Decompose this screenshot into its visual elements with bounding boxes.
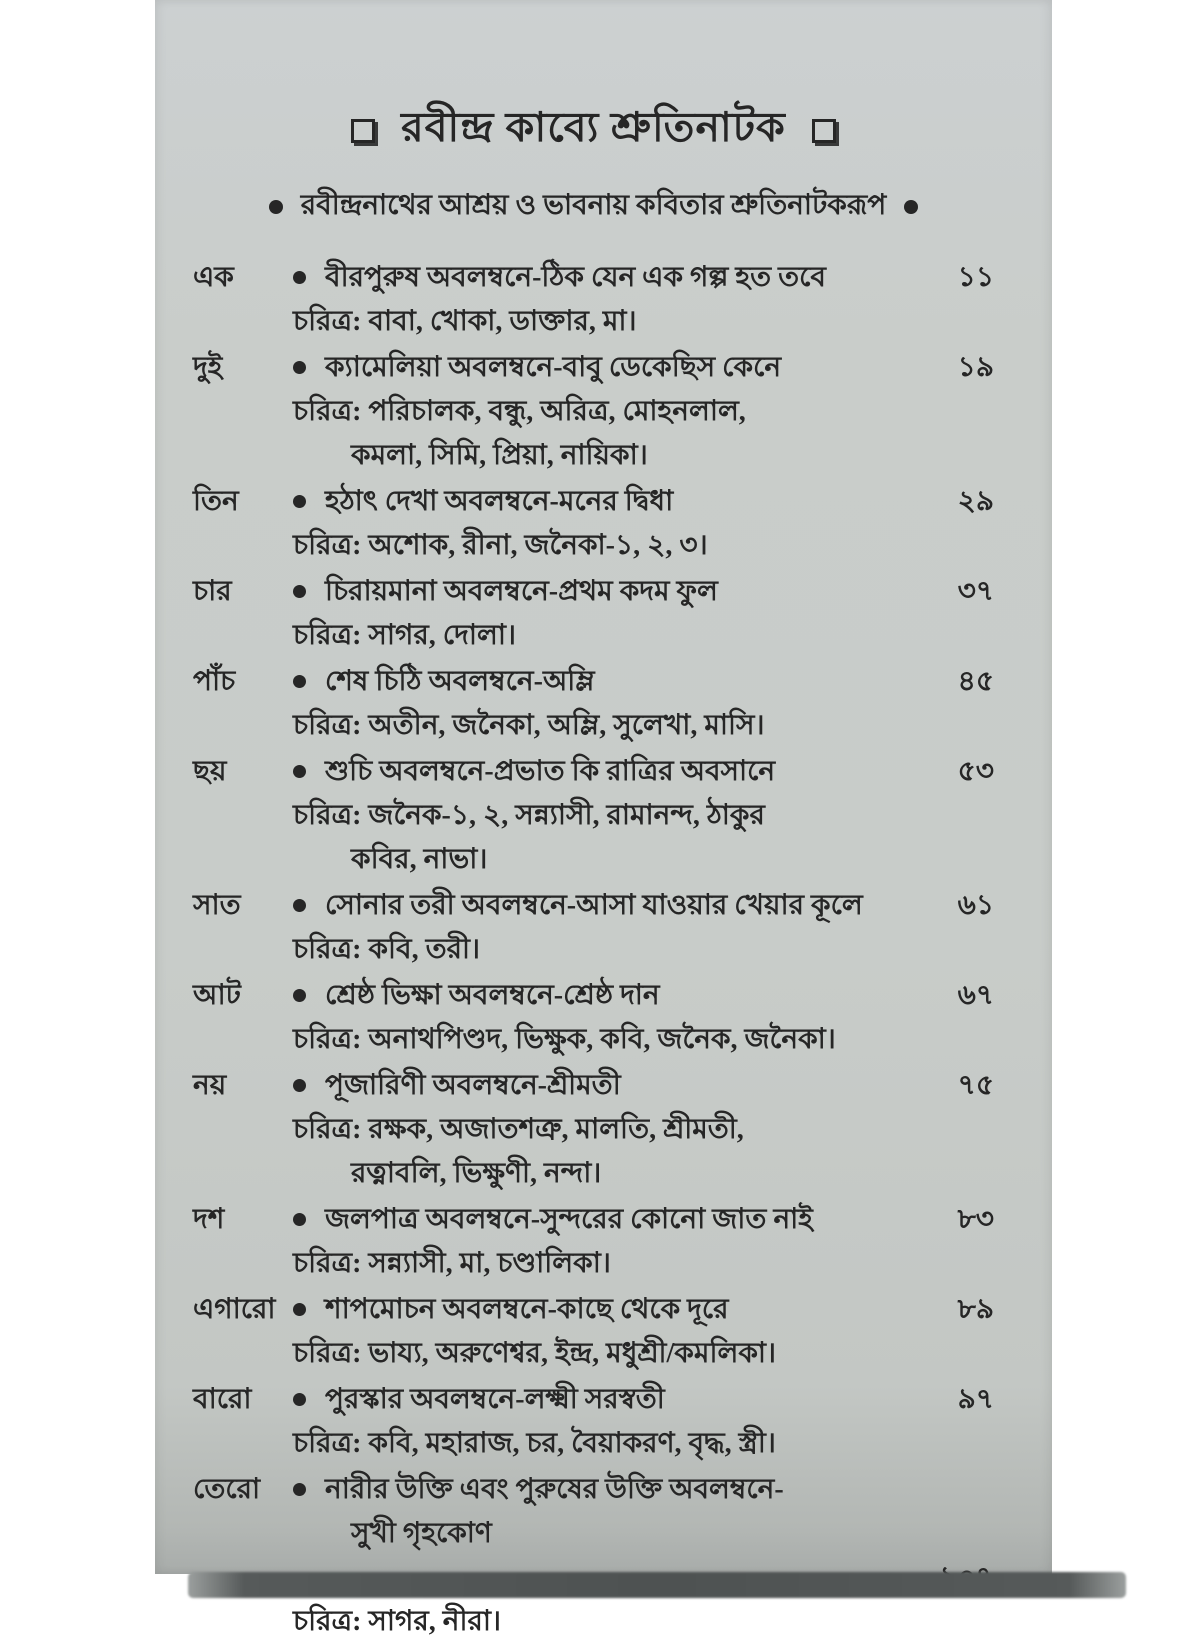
entry-title: সোনার তরী অবলম্বনে-আসা যাওয়ার খেয়ার কূলে [325,890,863,921]
entry-title: বীরপুরুষ অবলম্বনে-ঠিক যেন এক গল্প হত তবে [325,262,826,293]
bullet-icon [293,361,306,374]
entry-page-number: ৮৯ [957,1294,994,1325]
entry-page-number: ৭৫ [957,1070,994,1101]
entry-characters: চরিত্র: সাগর, দোলা। [293,620,516,651]
entry-title: চিরায়মানা অবলম্বনে-প্রথম কদম ফুল [325,576,718,607]
entry-page-number: ২৯ [957,486,994,517]
entry-title: নারীর উক্তি এবং পুরুষের উক্তি অবলম্বনে- [325,1474,784,1505]
toc-entry [193,480,994,568]
toc-entry-row [193,660,994,704]
entry-characters: কবির, নাভা। [351,844,488,875]
toc-entry-row [193,750,994,794]
bullet-icon [293,271,306,284]
bullet-icon [904,200,918,214]
entry-characters: চরিত্র: সন্ন্যাসী, মা, চণ্ডালিকা। [293,1248,611,1279]
entry-number: দশ [193,1204,225,1235]
toc-entry [193,1064,994,1196]
toc-entry [193,660,994,748]
entry-number: এগারো [193,1294,276,1325]
toc-entry [193,884,994,972]
entry-title: ক্যামেলিয়া অবলম্বনে-বাবু ডেকেছিস কেনে [325,352,782,383]
bullet-icon [269,200,283,214]
entry-characters: চরিত্র: বাবা, খোকা, ডাক্তার, মা। [293,306,637,337]
entry-number: এক [193,262,234,293]
toc-entry-row [193,1378,994,1422]
bullet-icon [293,989,306,1002]
bullet-icon [293,675,306,688]
entry-number: নয় [193,1070,227,1101]
toc-entry-row [193,256,994,300]
toc-entry-row [193,346,994,390]
toc-entry-row [193,1064,994,1108]
entry-page-number: ৩৭ [957,576,994,607]
entry-title: হঠাৎ দেখা অবলম্বনে-মনের দ্বিধা [325,486,674,517]
bullet-icon [293,765,306,778]
entry-characters: রত্নাবলি, ভিক্ষুণী, নন্দা। [351,1158,602,1189]
entry-page-number: ১১ [957,262,994,293]
toc-entry-row [193,1288,994,1332]
entry-title: শাপমোচন অবলম্বনে-কাছে থেকে দূরে [325,1294,729,1325]
toc-entry [193,1288,994,1376]
photo-bottom-shadow [188,1572,1126,1598]
bullet-icon [293,1483,306,1496]
toc-entry [193,974,994,1062]
toc-entry-row [193,974,994,1018]
entry-number: দুই [193,352,223,383]
entry-page-number: ৪৫ [957,666,994,697]
entry-number: ছয় [193,756,227,787]
entry-characters: চরিত্র: অশোক, রীনা, জনৈকা-১, ২, ৩। [293,530,708,561]
toc-entry [193,1378,994,1466]
entry-page-number: ৫৩ [957,756,994,787]
page-subtitle-text: রবীন্দ্রনাথের আশ্রয় ও ভাবনায় কবিতার শ্রুতিনাটকরূপ [300,190,887,221]
entry-number: তেরো [193,1474,261,1505]
entry-title: পূজারিণী অবলম্বনে-শ্রীমতী [325,1070,621,1101]
entry-number: পাঁচ [193,666,236,697]
toc-entry [193,256,994,344]
toc-entry-row [193,570,994,614]
toc-entry [193,1468,994,1644]
bullet-icon [293,899,306,912]
page-title-text: রবীন্দ্র কাব্যে শ্রুতিনাটক [401,104,786,150]
entry-number: চার [193,576,232,607]
bullet-icon [293,1393,306,1406]
entry-number: আট [193,980,241,1011]
page-subtitle [193,183,994,230]
entry-number: বারো [193,1384,252,1415]
bullet-icon [293,495,306,508]
toc-entry-row [193,480,994,524]
toc-entry-row [193,1198,994,1242]
toc-entry [193,346,994,478]
page-content [155,0,1052,1644]
entry-title: শ্রেষ্ঠ ভিক্ষা অবলম্বনে-শ্রেষ্ঠ দান [325,980,660,1011]
toc-entry-row [193,1468,994,1512]
book-page [155,0,1052,1637]
entry-characters: চরিত্র: কবি, মহারাজ, চর, বৈয়াকরণ, বৃদ্ধ, স্ত্রী। [293,1428,776,1459]
toc-entry [193,570,994,658]
entry-characters: চরিত্র: সাগর, নীরা। [293,1606,502,1637]
entry-page-number: ৮৩ [957,1204,994,1235]
square-icon [351,119,375,143]
entry-characters: চরিত্র: রক্ষক, অজাতশত্রু, মালতি, শ্রীমতী, [293,1114,744,1145]
entry-title: শুচি অবলম্বনে-প্রভাত কি রাত্রির অবসানে [325,756,776,787]
entry-title: শেষ চিঠি অবলম্বনে-অম্লি [325,666,595,697]
entry-page-number: ৯৭ [957,1384,994,1415]
entry-characters: কমলা, সিমি, প্রিয়া, নায়িকা। [351,440,648,471]
bullet-icon [293,1303,306,1316]
entry-number: সাত [193,890,241,921]
entry-title: জলপাত্র অবলম্বনে-সুন্দরের কোনো জাত নাই [325,1204,813,1235]
entry-characters: চরিত্র: জনৈক-১, ২, সন্ন্যাসী, রামানন্দ, ঠাকুর [293,800,765,831]
entry-page-number: ৬৭ [957,980,994,1011]
entry-characters: চরিত্র: ভায্য, অরুণেশ্বর, ইন্দ্র, মধুশ্রী/কমলিকা। [293,1338,777,1369]
entry-page-number: ১৯ [957,352,994,383]
entry-page-number: ৬১ [957,890,994,921]
toc-entry [193,750,994,882]
bullet-icon [293,1079,306,1092]
entry-title: পুরস্কার অবলম্বনে-লক্ষ্মী সরস্বতী [325,1384,665,1415]
bullet-icon [293,585,306,598]
bullet-icon [293,1213,306,1226]
entry-characters: চরিত্র: অতীন, জনৈকা, অম্লি, সুলেখা, মাসি। [293,710,765,741]
toc-entry-row [193,884,994,928]
entry-title-line2: সুখী গৃহকোণ [351,1518,492,1549]
entry-characters: চরিত্র: অনাথপিণ্ডদ, ভিক্ষুক, কবি, জনৈক, জনৈকা। [293,1024,836,1055]
page-title [193,96,994,165]
entry-number: তিন [193,486,239,517]
entry-characters: চরিত্র: কবি, তরী। [293,934,481,965]
toc-entry [193,1198,994,1286]
square-icon [812,119,836,143]
entry-characters: চরিত্র: পরিচালক, বন্ধু, অরিত্র, মোহনলাল, [293,396,746,427]
